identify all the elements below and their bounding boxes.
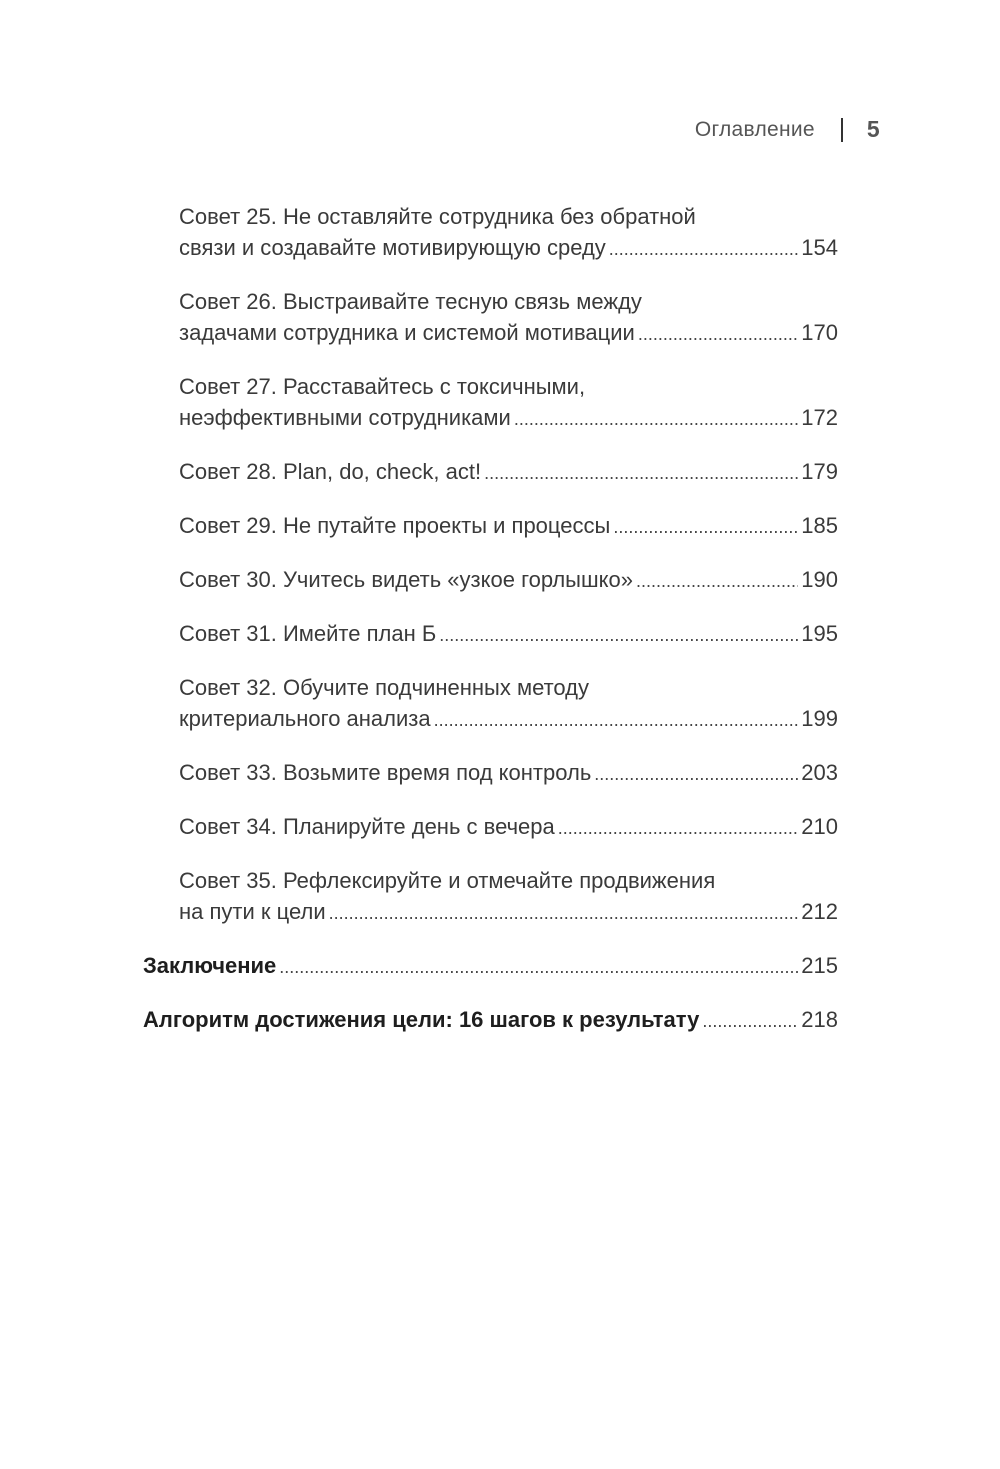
dot-leader xyxy=(609,232,798,265)
page-number: 5 xyxy=(866,116,880,142)
dot-leader xyxy=(638,317,798,350)
toc-chapter-title: Заключение xyxy=(143,953,277,978)
toc-page-number: 199 xyxy=(801,706,838,731)
dot-leader xyxy=(636,564,798,597)
table-of-contents xyxy=(143,201,838,1058)
toc-entry[interactable] xyxy=(143,757,838,790)
dot-leader xyxy=(702,1004,798,1037)
toc-entry[interactable] xyxy=(143,286,838,350)
toc-page-number: 190 xyxy=(801,567,838,592)
toc-entry[interactable] xyxy=(143,618,838,651)
toc-entry-title: Совет 28. Plan, do, check, act! xyxy=(179,459,482,484)
toc-entry[interactable] xyxy=(143,510,838,543)
toc-page-number: 154 xyxy=(801,235,838,260)
dot-leader xyxy=(613,510,798,543)
toc-page-number: 218 xyxy=(801,1007,838,1032)
dot-leader xyxy=(329,896,799,929)
toc-entry[interactable] xyxy=(143,811,838,844)
toc-entry-title: неэффективными сотрудниками xyxy=(179,405,511,430)
dot-leader xyxy=(279,950,798,983)
section-title: Оглавление xyxy=(694,117,815,141)
toc-entry-title: критериального анализа xyxy=(179,706,431,731)
toc-entry[interactable] xyxy=(143,456,838,489)
toc-page-number: 212 xyxy=(801,899,838,924)
toc-page-number: 203 xyxy=(801,760,838,785)
toc-entry[interactable] xyxy=(143,672,838,736)
toc-chapter-title: Алгоритм достижения цели: 16 шагов к результату xyxy=(143,1007,700,1032)
dot-leader xyxy=(558,811,799,844)
toc-entry-title: задачами сотрудника и системой мотивации xyxy=(179,320,635,345)
toc-page-number: 210 xyxy=(801,814,838,839)
header-divider xyxy=(841,118,843,142)
toc-entry[interactable] xyxy=(143,201,838,265)
toc-entry-chapter[interactable] xyxy=(143,950,838,983)
running-header xyxy=(695,116,880,143)
toc-entry-title-line1: Совет 32. Обучите подчиненных методу xyxy=(179,675,590,700)
toc-page-number: 172 xyxy=(801,405,838,430)
toc-page-number: 179 xyxy=(801,459,838,484)
toc-entry[interactable] xyxy=(143,371,838,435)
toc-entry-title: на пути к цели xyxy=(179,899,326,924)
toc-entry-chapter[interactable] xyxy=(143,1004,838,1037)
toc-page-number: 215 xyxy=(801,953,838,978)
toc-entry-title: Совет 30. Учитесь видеть «узкое горлышко» xyxy=(179,567,633,592)
toc-entry[interactable] xyxy=(143,865,838,929)
toc-entry-title: связи и создавайте мотивирующую среду xyxy=(179,235,606,260)
toc-entry-title-line1: Совет 27. Расставайтесь с токсичными, xyxy=(179,374,586,399)
toc-entry-title-line1: Совет 25. Не оставляйте сотрудника без обратной xyxy=(179,204,696,229)
toc-entry-title: Совет 33. Возьмите время под контроль xyxy=(179,760,592,785)
dot-leader xyxy=(439,618,798,651)
toc-entry-title-line1: Совет 35. Рефлексируйте и отмечайте продвижения xyxy=(179,868,716,893)
toc-page-number: 195 xyxy=(801,621,838,646)
toc-entry-title-line1: Совет 26. Выстраивайте тесную связь между xyxy=(179,289,642,314)
toc-page-number: 185 xyxy=(801,513,838,538)
toc-entry-title: Совет 34. Планируйте день с вечера xyxy=(179,814,555,839)
toc-entry-title: Совет 31. Имейте план Б xyxy=(179,621,437,646)
toc-entry[interactable] xyxy=(143,564,838,597)
dot-leader xyxy=(434,703,799,736)
toc-entry-title: Совет 29. Не путайте проекты и процессы xyxy=(179,513,611,538)
dot-leader xyxy=(484,456,798,489)
dot-leader xyxy=(594,757,798,790)
dot-leader xyxy=(514,402,798,435)
toc-page-number: 170 xyxy=(801,320,838,345)
